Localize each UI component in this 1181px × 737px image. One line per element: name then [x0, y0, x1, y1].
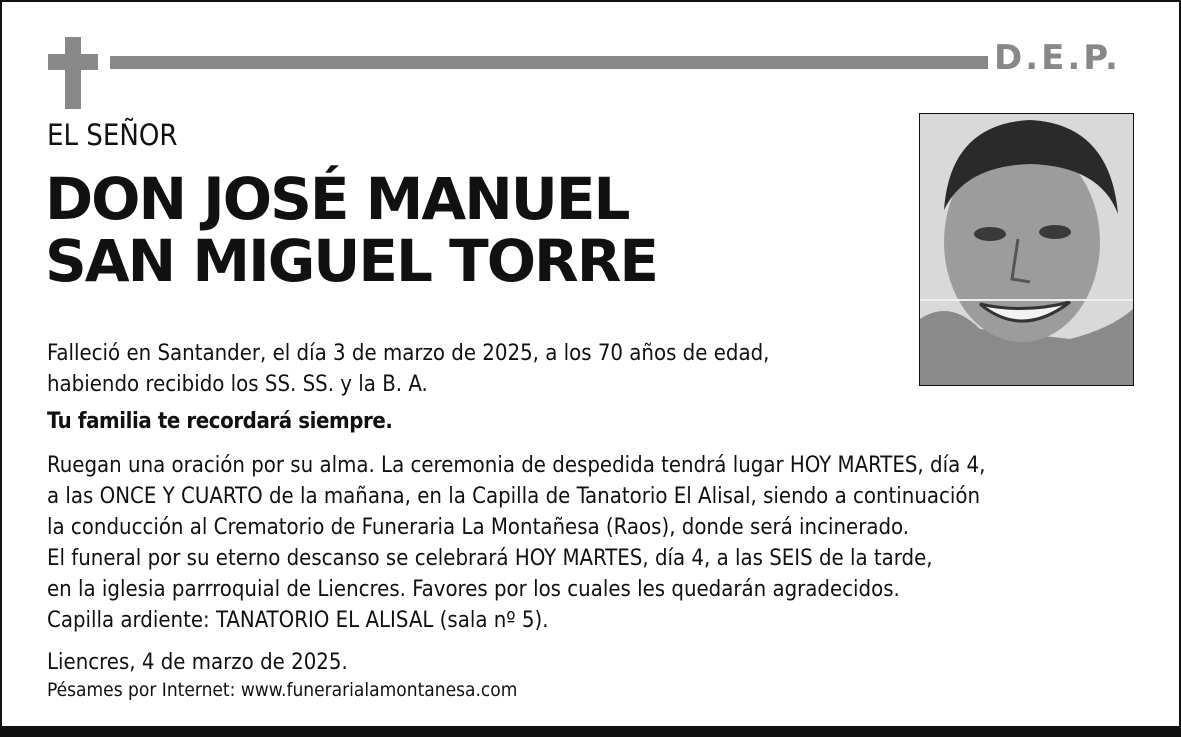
cross-icon: [48, 37, 98, 109]
ceremony-line: a las ONCE Y CUARTO de la mañana, en la Capilla de Tanatorio El Alisal, siendo a continuación: [47, 484, 981, 509]
family-message: Tu familia te recordará siempre.: [47, 409, 393, 434]
ceremony-line: Ruegan una oración por su alma. La ceremonia de despedida tendrá lugar HOY MARTES, día 4,: [47, 453, 986, 478]
ceremony-line: El funeral por su eterno descanso se celebrará HOY MARTES, día 4, a las SEIS de la tarde,: [47, 546, 933, 571]
death-line: Falleció en Santander, el día 3 de marzo de 2025, a los 70 años de edad,: [47, 341, 770, 366]
ceremony-details: [47, 450, 985, 636]
honorific-title: EL SEÑOR: [47, 118, 178, 152]
ceremony-line: la conducción al Crematorio de Funeraria La Montañesa (Raos), donde será incinerado.: [47, 515, 910, 540]
death-notice: [47, 338, 769, 400]
name-line-2: SAN MIGUEL TORRE: [45, 227, 657, 295]
place-date: Liencres, 4 de marzo de 2025.: [47, 650, 348, 675]
header-divider: [110, 56, 988, 69]
bottom-border: [0, 726, 1181, 737]
name-line-1: DON JOSÉ MANUEL: [45, 165, 629, 233]
condolences-web: Pésames por Internet: www.funerarialamontanesa.com: [47, 679, 518, 701]
deceased-portrait: [919, 113, 1134, 386]
dep-label: D.E.P.: [994, 38, 1121, 78]
deceased-name: [45, 165, 657, 295]
death-line: habiendo recibido los SS. SS. y la B. A.: [47, 372, 428, 397]
ceremony-line: Capilla ardiente: TANATORIO EL ALISAL (sala nº 5).: [47, 608, 549, 633]
ceremony-line: en la iglesia parrroquial de Liencres. Favores por los cuales les quedarán agradecidos.: [47, 577, 900, 602]
